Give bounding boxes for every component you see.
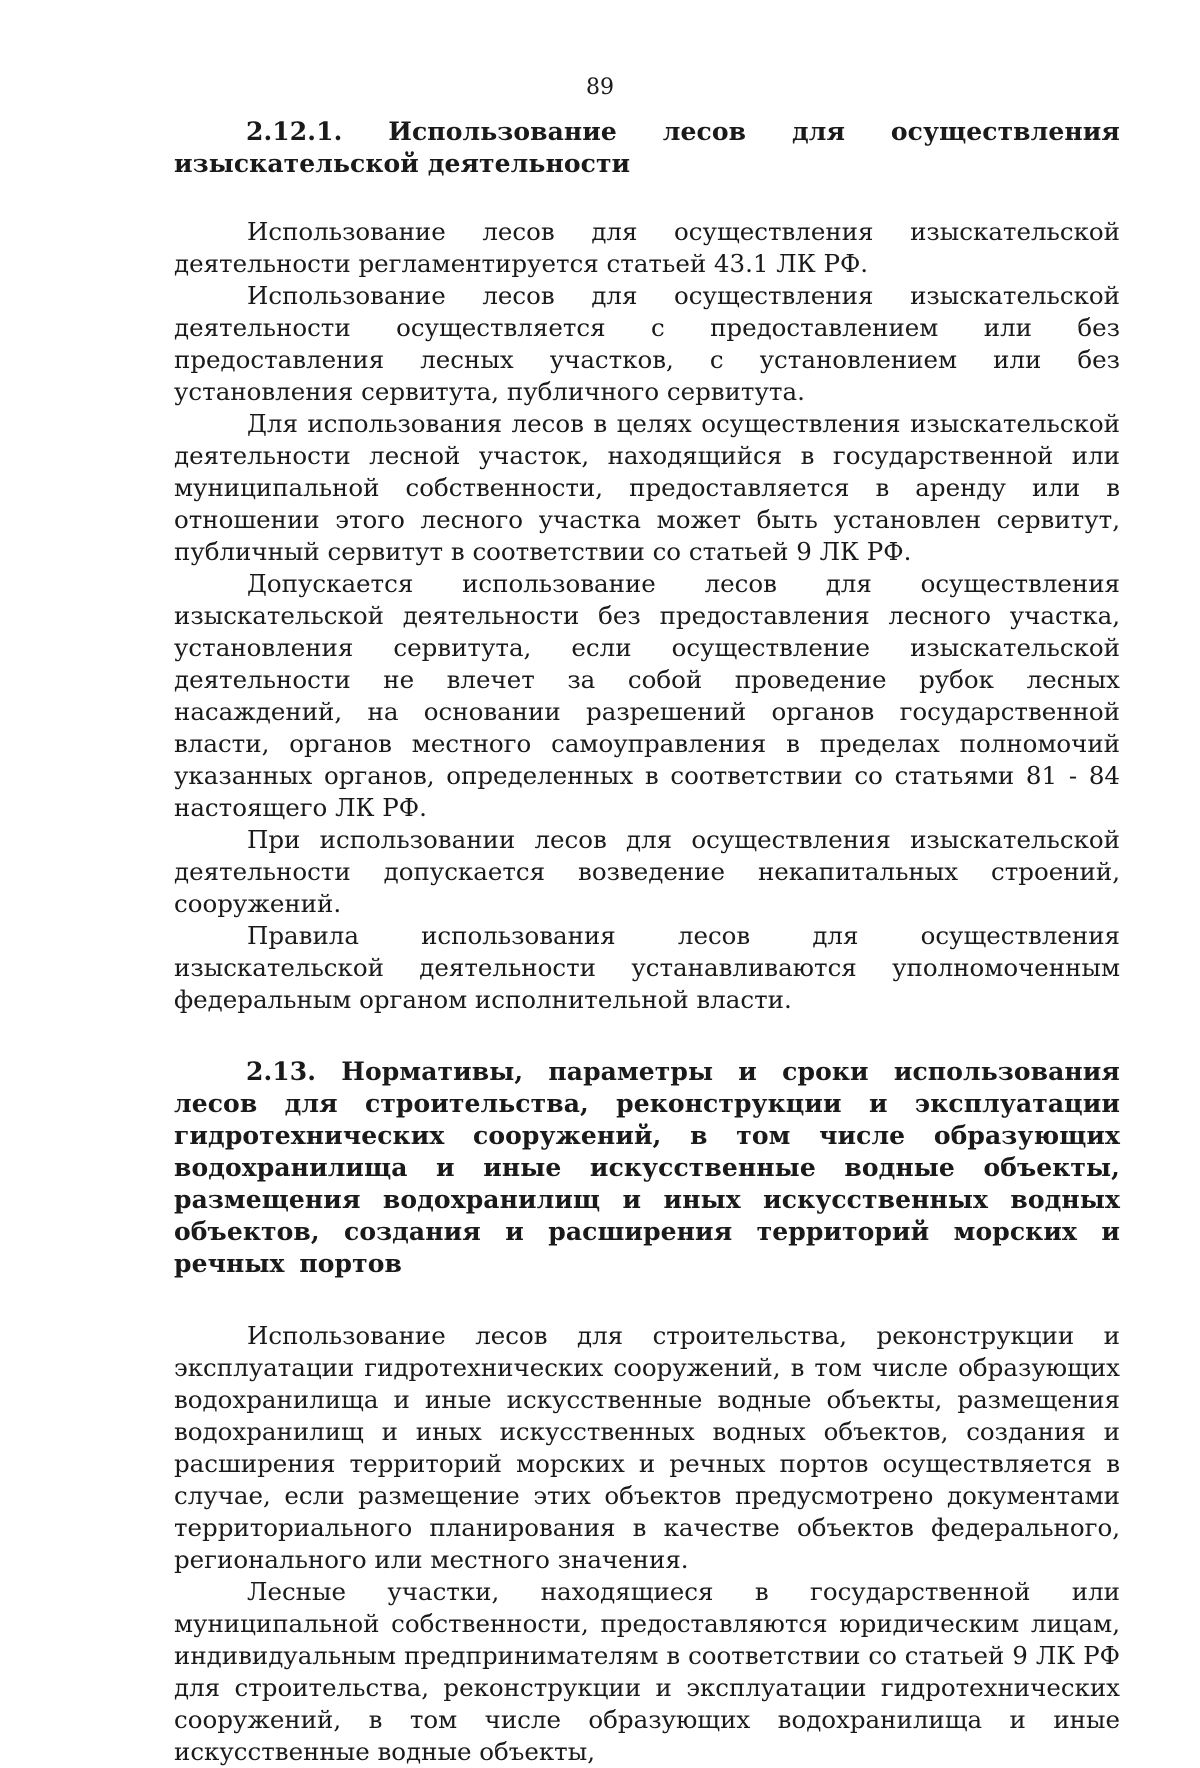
paragraph: Для использования лесов в целях осуществления изыскательской деятельности лесной участок, находящийся в государственной или муниципальной собственности, предоставляется в аренду или в отношении этого лесного участка может быть установлен сервитут, публичный сервитут в соответствии со статьей 9 ЛК РФ. xyxy=(174,409,1120,566)
paragraph: При использовании лесов для осуществления изыскательской деятельности допускается возведение некапитальных строений, сооружений. xyxy=(174,825,1120,918)
paragraph: Использование лесов для осуществления изыскательской деятельности осуществляется с предоставлением или без предоставления лесных участков, с установлением или без установления сервитута, публичного сервитута. xyxy=(174,281,1120,406)
paragraph: Лесные участки, находящиеся в государственной или муниципальной собственности, предоставляются юридическим лицам, индивидуальным предпринимателям в соответствии со статьей 9 ЛК РФ для строительства, реконструкции и эксплуатации гидротехнических сооружений, в том числе образующих водохранилища и иные искусственные водные объекты, xyxy=(174,1577,1120,1766)
paragraph: Правила использования лесов для осуществления изыскательской деятельности устанавливаются уполномоченным федеральным органом исполнительной власти. xyxy=(174,921,1120,1014)
paragraph: Использование лесов для осуществления изыскательской деятельности регламентируется статьей 43.1 ЛК РФ. xyxy=(174,217,1120,278)
section-heading-2-13: 2.13. Нормативы, параметры и сроки использования лесов для строительства, реконструкции и эксплуатации гидротехнических сооружений, в том числе образующих водохранилища и иные искусственные водные объекты, размещения водохранилищ и иных искусственных водных объектов, создания и расширения территорий морских и речных портов xyxy=(174,1057,1120,1278)
section-heading-2-12-1: 2.12.1. Использование лесов для осуществления изыскательской деятельности xyxy=(174,117,1120,178)
paragraph: Допускается использование лесов для осуществления изыскательской деятельности без предоставления лесного участка, установления сервитута, если осуществление изыскательской деятельности не влечет за собой проведение рубок лесных насаждений, на основании разрешений органов государственной власти, органов местного самоуправления в пределах полномочий указанных органов, определенных в соответствии со статьями 81 - 84 настоящего ЛК РФ. xyxy=(174,569,1120,822)
page-content xyxy=(174,116,1120,1768)
paragraph: Использование лесов для строительства, реконструкции и эксплуатации гидротехнических сооружений, в том числе образующих водохранилища и иные искусственные водные объекты, размещения водохранилищ и иных искусственных водных объектов, создания и расширения территорий морских и речных портов осуществляется в случае, если размещение этих объектов предусмотрено документами территориального планирования в качестве объектов федерального, регионального или местного значения. xyxy=(174,1321,1120,1574)
page-number: 89 xyxy=(586,75,614,100)
